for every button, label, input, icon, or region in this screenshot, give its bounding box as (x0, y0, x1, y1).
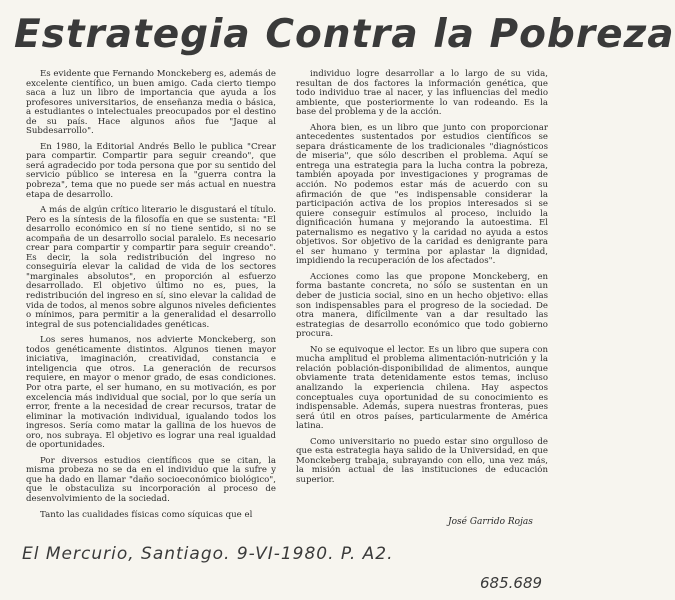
author-signature: José Garrido Rojas (448, 517, 533, 527)
article-paragraph: Tanto las cualidades físicas como síquicas que el (40, 509, 253, 520)
handwritten-source-note: El Mercurio, Santiago. 9-VI-1980. P. A2. (22, 544, 394, 564)
article-paragraph: Por diversos estudios científicos que se citan, la misma probeza no se da en el individuo que la sufre y que ha dado en llamar "daño socioeconómico biológico", que le obstaculiza su incorporación al proceso de desenvolvimiento de la sociedad. (26, 455, 276, 504)
article-paragraph: No se equivoque el lector. Es un libro que supera con mucha amplitud el problema alimentación-nutrición y la relación población-disponibilidad de alimentos, aunque obviamente trata detenidamente estos temas, incluso analizando la experiencia chilena. Hay aspectos conceptuales cuya oportunidad de su conocimiento es indispensable. Además, supera nuestras fronteras, pues será útil en otros países, particularmente de América latina. (296, 344, 548, 432)
article-paragraph: Como universitario no puedo estar sino orgulloso de que esta estrategia haya salido de la Universidad, en que Monckeberg trabaja, subrayando con ello, una vez más, la misión actual de las instituciones de educación superior. (296, 436, 548, 485)
handwritten-reference-number: 685.689 (480, 574, 543, 592)
article-title: Estrategia Contra la Pobreza (14, 12, 675, 57)
article-paragraph: Es evidente que Fernando Monckeberg es, además de excelente científico, un buen amigo. Cada cierto tiempo saca a luz un libro de importancia que ayuda a los profesores universitarios, de enseñanza media o básica, a estudiantes o intelectuales preocupados por el destino de su país. Hace algunos años fue "Jaque al Subdesarrollo". (26, 69, 276, 137)
article-paragraph: Acciones como las que propone Monckeberg, en forma bastante concreta, no sólo se sustentan en un deber de justicia social, sino en un hecho objetivo: ellas son indispensables para el progreso de la sociedad. De otra manera, difícilmente van a dar resultado las estrategias de desarrollo económico que todo gobierno procura. (296, 271, 548, 340)
article-column-right (296, 70, 548, 491)
article-paragraph: individuo logre desarrollar a lo largo de su vida, resultan de dos factores la información genética, que todo individuo trae al nacer, y las influencias del medio ambiente, que posteriormente lo van rodeando. Es la base del problema y de la acción. (296, 69, 548, 118)
article-paragraph: Ahora bien, es un libro que junto con proporcionar antecedentes sustentados por estudios científicos se separa drásticamente de los tradicionales "diagnósticos de miseria", que sólo describen el problema. Aquí se entrega una estrategia para la lucha contra la pobreza, también apoyada por investigaciones y programas de acción. No podemos estar más de acuerdo con su afirmación de que "es indispensable considerar la participación activa de los propios interesados si se quiere conseguir estímulos al proceso, incluido la dignificación humana y mejorando la autoestima. El paternalismo es negativo y la caridad no ayuda a estos objetivos. Sor objetivo de la caridad es denigrante para el ser humano y termina por aplastar la dignidad, impidiendo la recuperación de los afectados". (296, 122, 548, 267)
article-paragraph: En 1980, la Editorial Andrés Bello le publica "Crear para compartir. Compartir para seguir creando", que será agradecido por toda persona que por su sentido del servicio público se interesa en la "guerra contra la pobreza", tema que no puede ser más actual en nuestra etapa de desarrollo. (26, 141, 276, 200)
article-column-left (26, 70, 276, 526)
article-paragraph: Los seres humanos, nos advierte Monckeberg, son todos genéticamente distintos. Algunos tienen mayor iniciativa, imaginación, creatividad, constancia e inteligencia que otros. La generación de recursos requiere, en mayor o menor grado, de esas condiciones. Por otra parte, el ser humano, en su motivación, es por excelencia más individual que social, por lo que sería un error, frente a la necesidad de crear recursos, tratar de eliminar la motivación individual, igualando todos los ingresos. Sería como matar la gallina de los huevos de oro, nos subraya. El objetivo es lograr una real igualdad de oportunidades. (26, 335, 276, 451)
article-paragraph: A más de algún crítico literario le disgustará el título. Pero es la síntesis de la filosofía en que se sustenta: "El desarrollo económico en sí no tiene sentido, si no se acompaña de un desarrollo social paralelo. Es necesario crear para compartir y compartir para seguir creando". Es decir, la sola redistribución del ingreso no conseguiría elevar la calidad de vida de los sectores "marginales absolutos", en proporción al esfuerzo desarrollado. El objetivo último no es, pues, la redistribución del ingreso en sí, sino elevar la calidad de vida de todos, al menos sobre algunos niveles deficientes o mínimos, para permitir a la generalidad el desarrollo integral de sus potencialidades genéticas. (26, 205, 276, 330)
